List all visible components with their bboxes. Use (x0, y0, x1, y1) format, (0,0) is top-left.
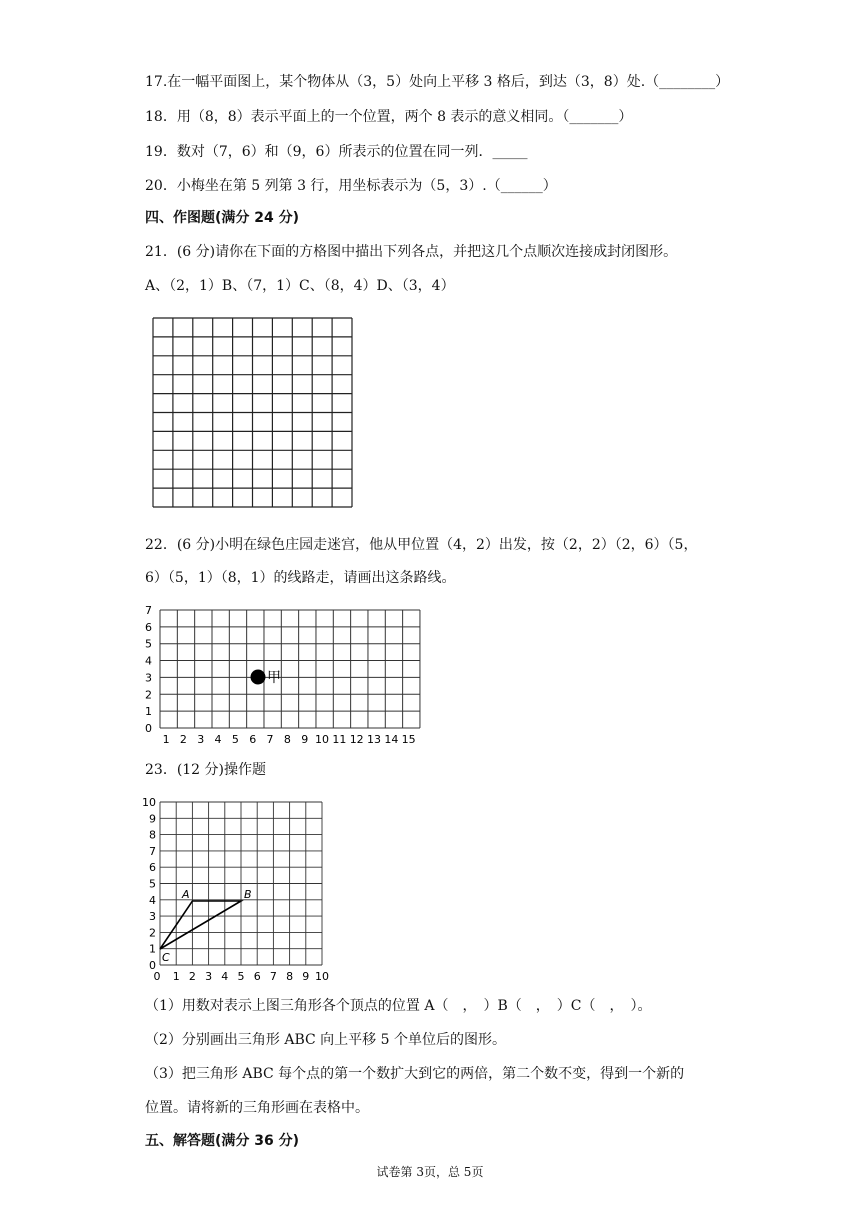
x-tick-label: 8 (283, 732, 291, 746)
x-tick-label: 6 (249, 732, 257, 746)
x-tick-label: 2 (179, 732, 187, 746)
y-tick-label: 8 (149, 828, 156, 842)
x-tick-label: 6 (253, 970, 261, 980)
question-21-text: 21．(6 分)请你在下面的方格图中描出下列各点，并把这几个点顺次连接成封闭图形。 (145, 244, 678, 260)
x-tick-label: 12 (349, 732, 364, 746)
x-tick-label: 15 (401, 732, 416, 746)
question-23-sub3-line2: 位置。请将新的三角形画在表格中。 (145, 1100, 369, 1116)
x-tick-label: 10 (315, 970, 329, 980)
q22-grid[interactable] (140, 600, 425, 748)
x-tick-label: 3 (197, 732, 205, 746)
y-tick-label: 5 (149, 877, 156, 891)
question-23-sub2: （2）分别画出三角形 ABC 向上平移 5 个单位后的图形。 (145, 1032, 506, 1048)
y-tick-label: 1 (149, 942, 156, 956)
question-22-line2: 6）（5，1）（8，1）的线路走，请画出这条路线。 (145, 570, 456, 586)
y-tick-label: 5 (145, 637, 152, 651)
x-tick-label: 4 (221, 970, 229, 980)
y-tick-label: 2 (149, 926, 156, 940)
vertex-label-b: B (244, 888, 252, 901)
x-tick-label: 2 (188, 970, 196, 980)
x-tick-label: 11 (332, 732, 347, 746)
x-tick-label: 5 (237, 970, 245, 980)
question-20: 20．小梅坐在第 5 列第 3 行，用坐标表示为（5，3）.（______） (145, 178, 557, 194)
start-marker (251, 670, 266, 685)
section-5-heading: 五、解答题(满分 36 分) (145, 1133, 300, 1149)
y-tick-label: 9 (149, 812, 156, 826)
x-tick-label: 5 (231, 732, 239, 746)
page-footer: 试卷第 3页，总 5页 (376, 1165, 484, 1179)
question-22-line1: 22．(6 分)小明在绿色庄园走迷宫，他从甲位置（4，2）出发，按（2，2）（2，6）（5， (145, 537, 698, 553)
x-tick-label: 7 (269, 970, 277, 980)
x-tick-label: 7 (266, 732, 274, 746)
question-23-title: 23．(12 分)操作题 (145, 762, 267, 778)
x-tick-label: 4 (214, 732, 222, 746)
x-tick-label: 9 (302, 970, 310, 980)
question-19: 19．数对（7，6）和（9，6）所表示的位置在同一列．_____ (145, 144, 528, 160)
question-23-sub1: （1）用数对表示上图三角形各个顶点的位置 A（ ， ）B（ ， ）C（ ， ）。 (145, 998, 652, 1014)
y-tick-label: 10 (142, 796, 156, 809)
x-tick-label: 14 (384, 732, 399, 746)
y-tick-label: 4 (145, 654, 152, 668)
q23-grid[interactable] (140, 794, 340, 980)
vertex-label-a: A (182, 888, 190, 901)
x-tick-label: 1 (162, 732, 170, 746)
start-marker-label: 甲 (267, 670, 281, 686)
question-21-points: A、（2，1）B、（7，1）C、（8，4）D、（3，4） (145, 278, 455, 294)
vertex-label-c: C (162, 951, 170, 964)
question-17: 17.在一幅平面图上，某个物体从（3，5）处向上平移 3 格后，到达（3，8）处.（________） (145, 74, 730, 90)
question-18: 18．用（8，8）表示平面上的一个位置，两个 8 表示的意义相同。（_______） (145, 109, 633, 125)
triangle-abc (160, 901, 241, 949)
y-tick-label: 3 (145, 671, 152, 685)
y-tick-label: 0 (145, 721, 152, 735)
y-tick-label: 3 (149, 910, 156, 924)
section-4-heading: 四、作图题(满分 24 分) (145, 210, 300, 226)
y-tick-label: 6 (149, 861, 156, 875)
x-tick-label: 8 (286, 970, 294, 980)
question-23-sub3-line1: （3）把三角形 ABC 每个点的第一个数扩大到它的两倍，第二个数不变，得到一个新的 (145, 1066, 685, 1082)
x-tick-label: 1 (172, 970, 180, 980)
x-tick-label: 9 (301, 732, 309, 746)
y-tick-label: 4 (149, 893, 156, 907)
y-tick-label: 1 (145, 705, 152, 719)
y-tick-label: 0 (149, 959, 156, 972)
x-tick-label: 10 (315, 732, 330, 746)
y-tick-label: 7 (145, 604, 152, 617)
y-tick-label: 7 (149, 844, 156, 858)
x-tick-label: 13 (367, 732, 382, 746)
y-tick-label: 6 (145, 620, 152, 634)
x-tick-label: 0 (153, 970, 161, 980)
x-tick-label: 3 (205, 970, 213, 980)
q21-grid[interactable] (151, 316, 354, 509)
y-tick-label: 2 (145, 688, 152, 702)
